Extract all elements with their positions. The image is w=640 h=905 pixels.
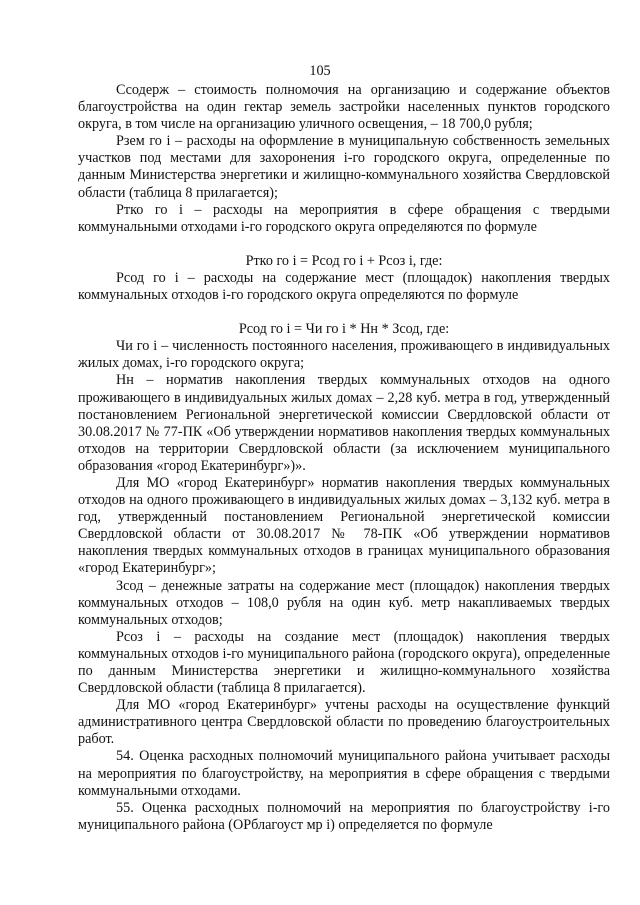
paragraph-rtko: Ртко го i – расходы на мероприятия в сфере обращения с твердыми коммунальными отходами i-го городского округа определяются по формуле — [78, 201, 610, 235]
paragraph-rsoz: Рсоз i – расходы на создание мест (площадок) накопления твердых коммунальных отходов i-го муниципального района (городского округа), определенные по данным Министерства энергетики и жилищно-коммунального хозяйства Свердловской области (таблица 8 прилагается). — [78, 628, 610, 697]
paragraph-ekb-norm: Для МО «город Екатеринбург» норматив накопления твердых коммунальных отходов на одного проживающего в индивидуальных жилых домах – 3,132 куб. метра в год, утвержденный постановлением Региональной энергетической комиссии Свердловской области от 30.08.2017 № 78-ПК «Об утверждении нормативов накопления твердых коммунальных отходов в границах муниципального образования «город Екатеринбург»; — [78, 474, 610, 577]
paragraph-rsod: Рсод го i – расходы на содержание мест (площадок) накопления твердых коммунальных отходов i-го городского округа определяются по формуле — [78, 269, 610, 304]
paragraph-zsod: Зсод – денежные затраты на содержание мест (площадок) накопления твердых коммунальных отходов – 108,0 рубля на один куб. метр накапливаемых твердых коммунальных отходов; — [78, 577, 610, 628]
paragraph-ekb-admin: Для МО «город Екатеринбург» учтены расходы на осуществление функций административного центра Свердловской области по проведению благоустроительных работ. — [78, 697, 610, 748]
paragraph-nn: Нн – норматив накопления твердых коммунальных отходов на одного проживающего в индивидуальных жилых домах – 2,28 куб. метра в год, утвержденный постановлением Региональной энергетической комиссии Свердловской области от 30.08.2017 № 77-ПК «Об утверждении нормативов накопления твердых коммунальных отходов на территории Свердловской области (за исключением муниципального образования «город Екатеринбург»)». — [78, 372, 610, 474]
formula-rsod: Рсод го i = Чи го i * Нн * Зсод, где: — [238, 321, 450, 338]
paragraph-rzem: Рзем го i – расходы на оформление в муниципальную собственность земельных участков под местами для захоронения i-го городского округа, определенные по данным Министерства энергетики и жилищно-коммунального хозяйства Свердловской области (таблица 8 прилагается); — [78, 133, 610, 201]
paragraph-sсодерж: Ссодерж – стоимость полномочия на организацию и содержание объектов благоустройства на один гектар земель застройки населенных пунктов городского округа, в том числе на организацию уличного освещения, – 18 700,0 рубля; — [78, 82, 610, 133]
formula-rtko: Ртко го i = Рсод го i + Рсоз i, где: — [245, 252, 443, 269]
page-number: 105 — [309, 63, 331, 79]
document-body — [78, 82, 610, 834]
paragraph-54: 54. Оценка расходных полномочий муниципального района учитывает расходы на мероприятия по благоустройству, на мероприятия в сфере обращения с твердыми коммунальными отходами. — [78, 748, 610, 799]
paragraph-chi: Чи го i – численность постоянного населения, проживающего в индивидуальных жилых домах, i-го городского округа; — [78, 338, 610, 372]
paragraph-55: 55. Оценка расходных полномочий на мероприятия по благоустройству i-го муниципального района (ОРблагоуст мр i) определяется по формуле — [78, 799, 610, 833]
